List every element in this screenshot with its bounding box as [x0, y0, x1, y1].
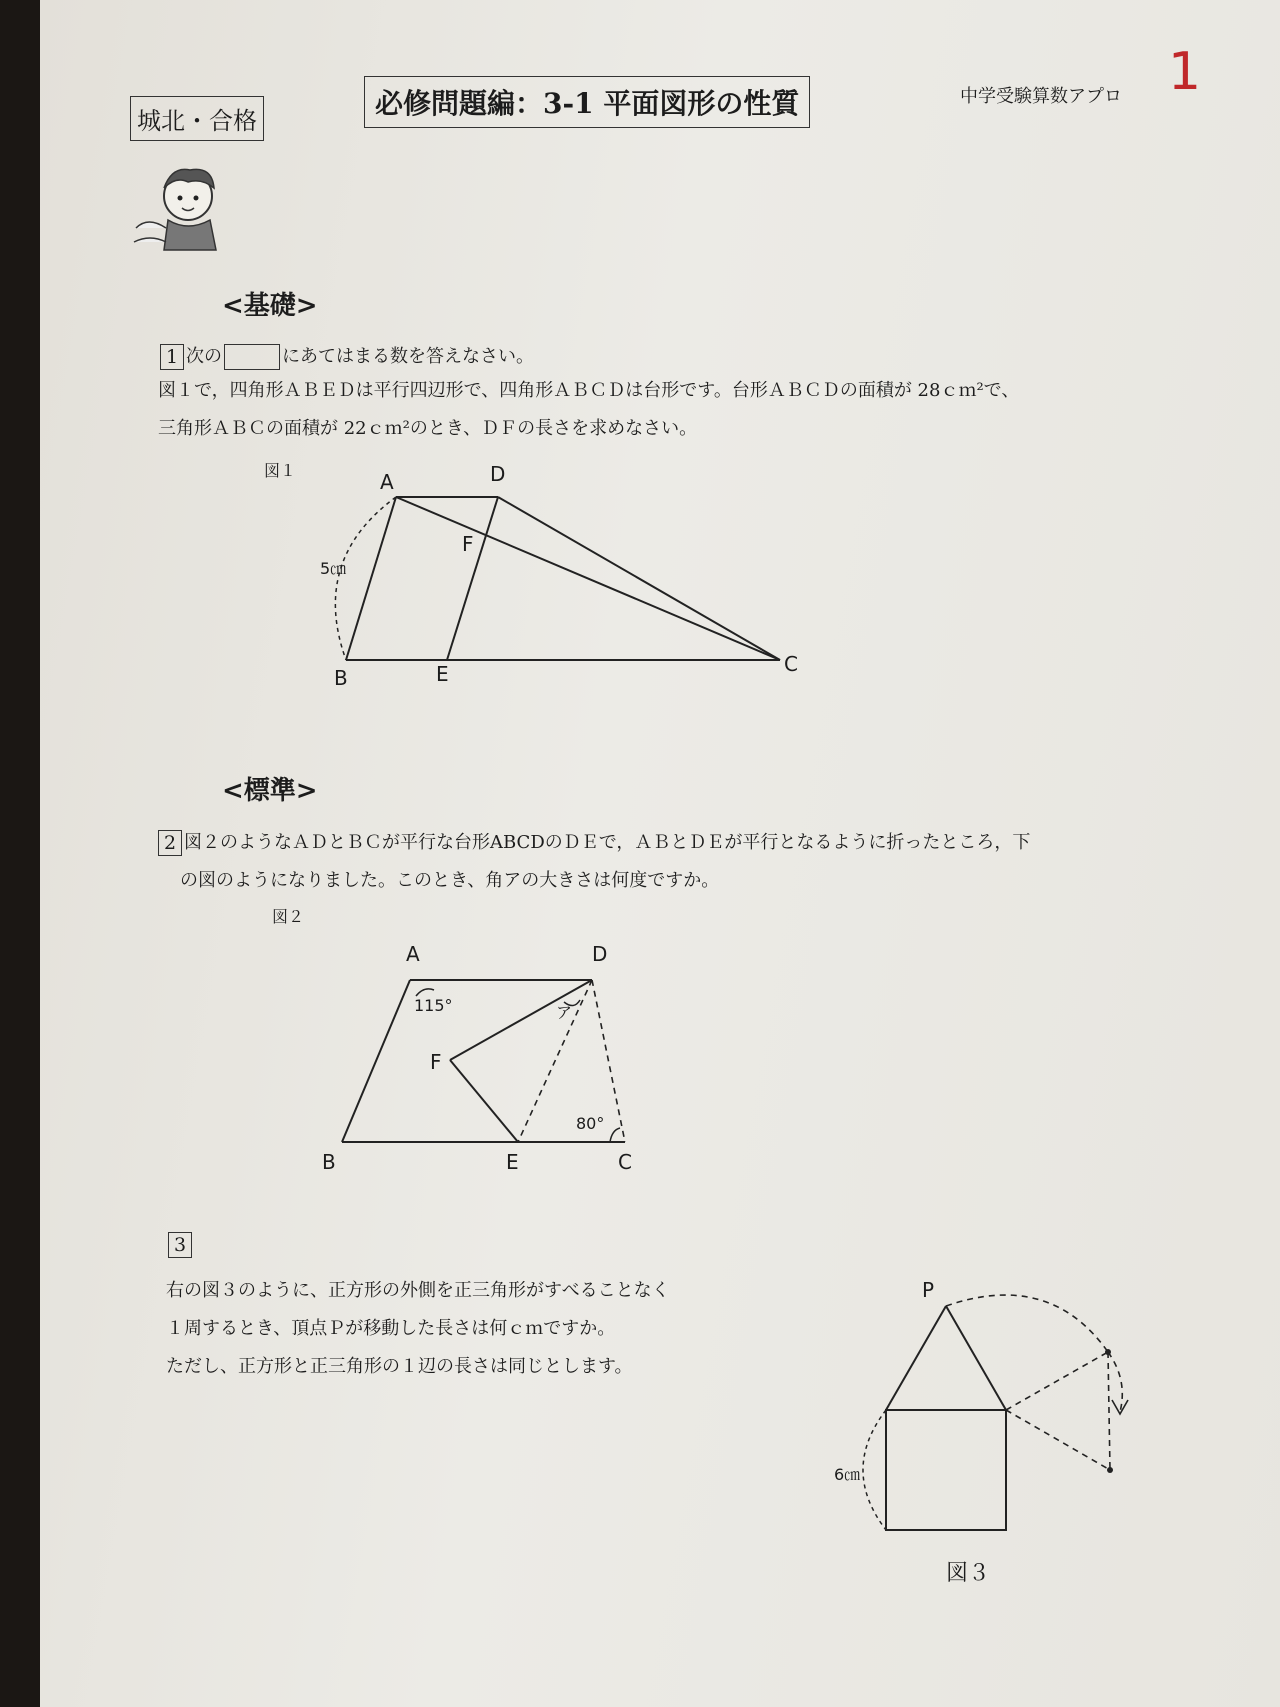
fig1-label-b: B: [334, 666, 348, 690]
fig1-label-e: E: [436, 662, 449, 686]
fig1-length-label: 5㎝: [320, 559, 347, 578]
fig3-label-p: P: [922, 1278, 935, 1302]
worksheet-page: [40, 0, 1280, 1707]
series-name: 中学受験算数アプロ: [960, 86, 1122, 107]
fig2-angle-c: 80°: [576, 1114, 605, 1133]
fig2-label-a: A: [406, 942, 420, 966]
question-1-prefix: 次の: [186, 346, 222, 367]
section-basic: <基礎>: [222, 291, 318, 321]
question-2-number: 2: [158, 830, 182, 856]
fig1-label-a: A: [380, 470, 394, 494]
fig2-label-d: D: [592, 942, 608, 966]
question-3-text-line-1: 右の図３のように、正方形の外側を正三角形がすべることなく: [166, 1280, 670, 1301]
fig2-label-c: C: [618, 1150, 632, 1174]
section-standard: <標準>: [222, 776, 318, 806]
page-title: 必修問題編：3-1 平面図形の性質: [364, 76, 810, 128]
question-3-text-line-2: １周するとき、頂点Ｐが移動した長さは何ｃｍですか。: [166, 1318, 616, 1339]
figure-2-caption: 図２: [272, 907, 305, 926]
question-1-number: 1: [160, 344, 184, 370]
question-1-suffix: にあてはまる数を答えなさい。: [282, 346, 534, 367]
page-number: 1: [1168, 42, 1202, 102]
fig3-length-label: 6㎝: [834, 1465, 861, 1484]
fig2-label-e: E: [506, 1150, 519, 1174]
question-2-text-line-1: 図２のようなＡＤとＢＣが平行な台形ABCDのＤＥで，ＡＢとＤＥが平行となるように折ったところ，下: [184, 832, 1031, 853]
fig2-label-f: F: [430, 1050, 442, 1074]
fig2-angle-a: 115°: [414, 996, 453, 1015]
question-3-text-line-3: ただし、正方形と正三角形の１辺の長さは同じとします。: [166, 1356, 633, 1377]
fig1-label-d: D: [490, 462, 506, 486]
question-3-number: 3: [168, 1232, 192, 1258]
figure-1-caption: 図１: [264, 461, 297, 480]
school-label: 城北・合格: [130, 96, 264, 141]
question-1-text-line-1: 図１で，四角形ＡＢＥＤは平行四辺形で、四角形ＡＢＣＤは台形です。台形ＡＢＣＤの面積が 28ｃｍ²で、: [158, 380, 1020, 401]
fig2-label-b: B: [322, 1150, 336, 1174]
question-2-text-line-2: の図のようになりました。このとき、角アの大きさは何度ですか。: [180, 870, 720, 891]
question-1-text-line-2: 三角形ＡＢＣの面積が 22ｃｍ²のとき、ＤＦの長さを求めなさい。: [158, 418, 698, 439]
figure-3-diagram: [40, 0, 1280, 1707]
fig1-label-c: C: [784, 652, 798, 676]
figure-3-caption: 図３: [946, 1561, 991, 1586]
fig1-label-f: F: [462, 532, 474, 556]
fig2-angle-label: ア: [556, 1003, 573, 1022]
